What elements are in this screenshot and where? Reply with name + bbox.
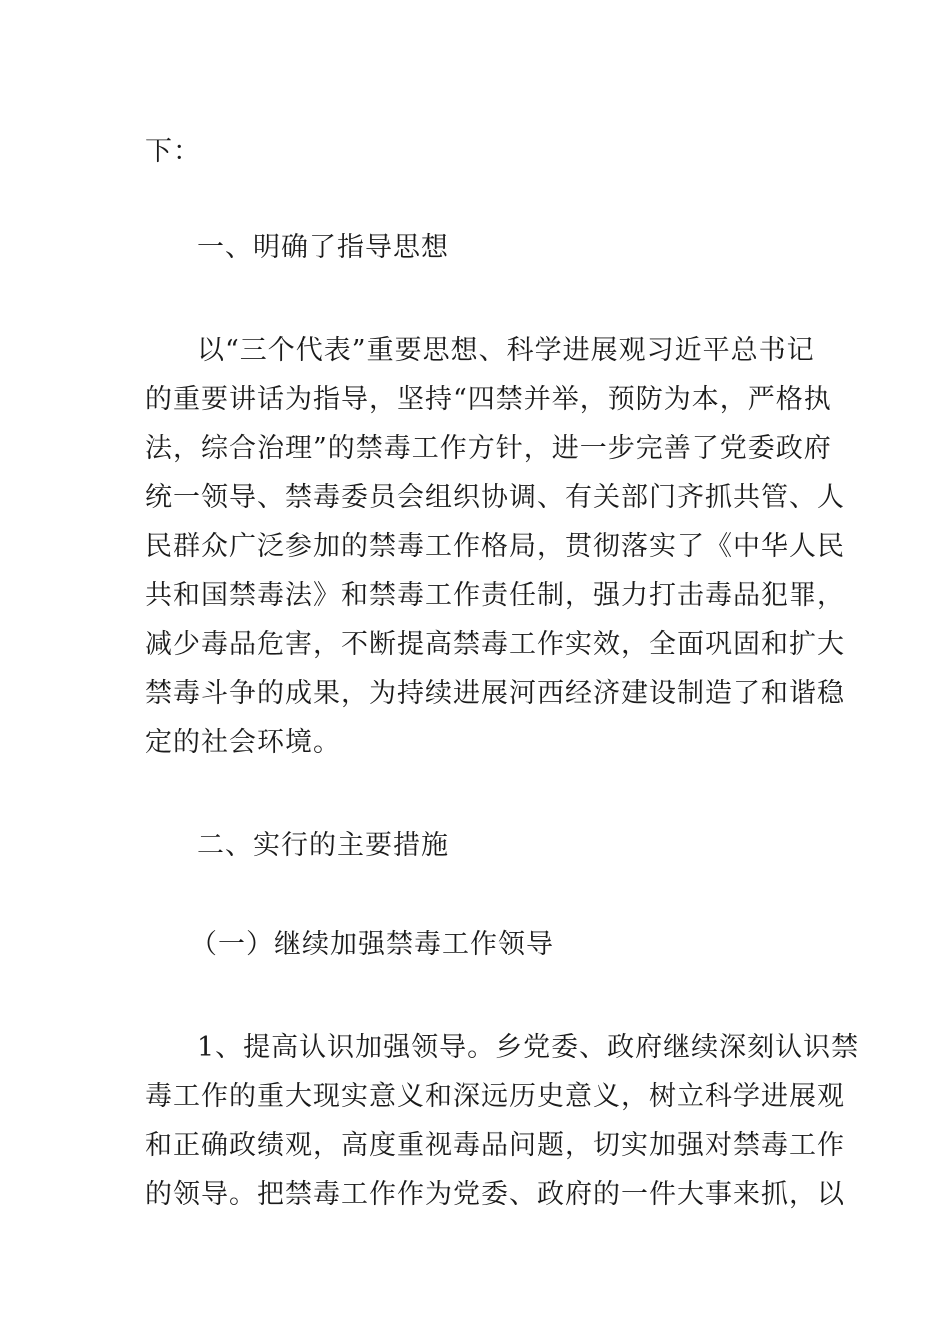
paragraph-line: 定的社会环境。 (145, 727, 341, 758)
paragraph-line: 禁毒斗争的成果，为持续进展河西经济建设制造了和谐稳 (145, 678, 845, 709)
paragraph-line: 法，综合治理”的禁毒工作方针，进一步完善了党委政府 (145, 433, 832, 464)
continuation-text: 下： (145, 136, 201, 167)
paragraph-line: 的领导。把禁毒工作作为党委、政府的一件大事来抓，以 (145, 1179, 845, 1210)
subsection-heading-leadership: （一）继续加强禁毒工作领导 (190, 929, 554, 960)
paragraph-line: 统一领导、禁毒委员会组织协调、有关部门齐抓共管、人 (145, 482, 845, 513)
paragraph-line: 以“三个代表”重要思想、科学进展观习近平总书记 (197, 335, 815, 366)
paragraph-line: 的重要讲话为指导，坚持“四禁并举，预防为本，严格执 (145, 384, 832, 415)
paragraph-line: 毒工作的重大现实意义和深远历史意义，树立科学进展观 (145, 1081, 845, 1112)
paragraph-line: 民群众广泛参加的禁毒工作格局，贯彻落实了《中华人民 (145, 531, 845, 562)
section-heading-guiding-ideology: 一、明确了指导思想 (197, 232, 449, 263)
paragraph-line: 和正确政绩观，高度重视毒品问题，切实加强对禁毒工作 (145, 1130, 845, 1161)
paragraph-line: 1、提高认识加强领导。乡党委、政府继续深刻认识禁 (197, 1032, 860, 1063)
section-heading-main-measures: 二、实行的主要措施 (197, 830, 449, 861)
paragraph-line: 共和国禁毒法》和禁毒工作责任制，强力打击毒品犯罪， (145, 580, 845, 611)
paragraph-line: 减少毒品危害，不断提高禁毒工作实效，全面巩固和扩大 (145, 629, 845, 660)
